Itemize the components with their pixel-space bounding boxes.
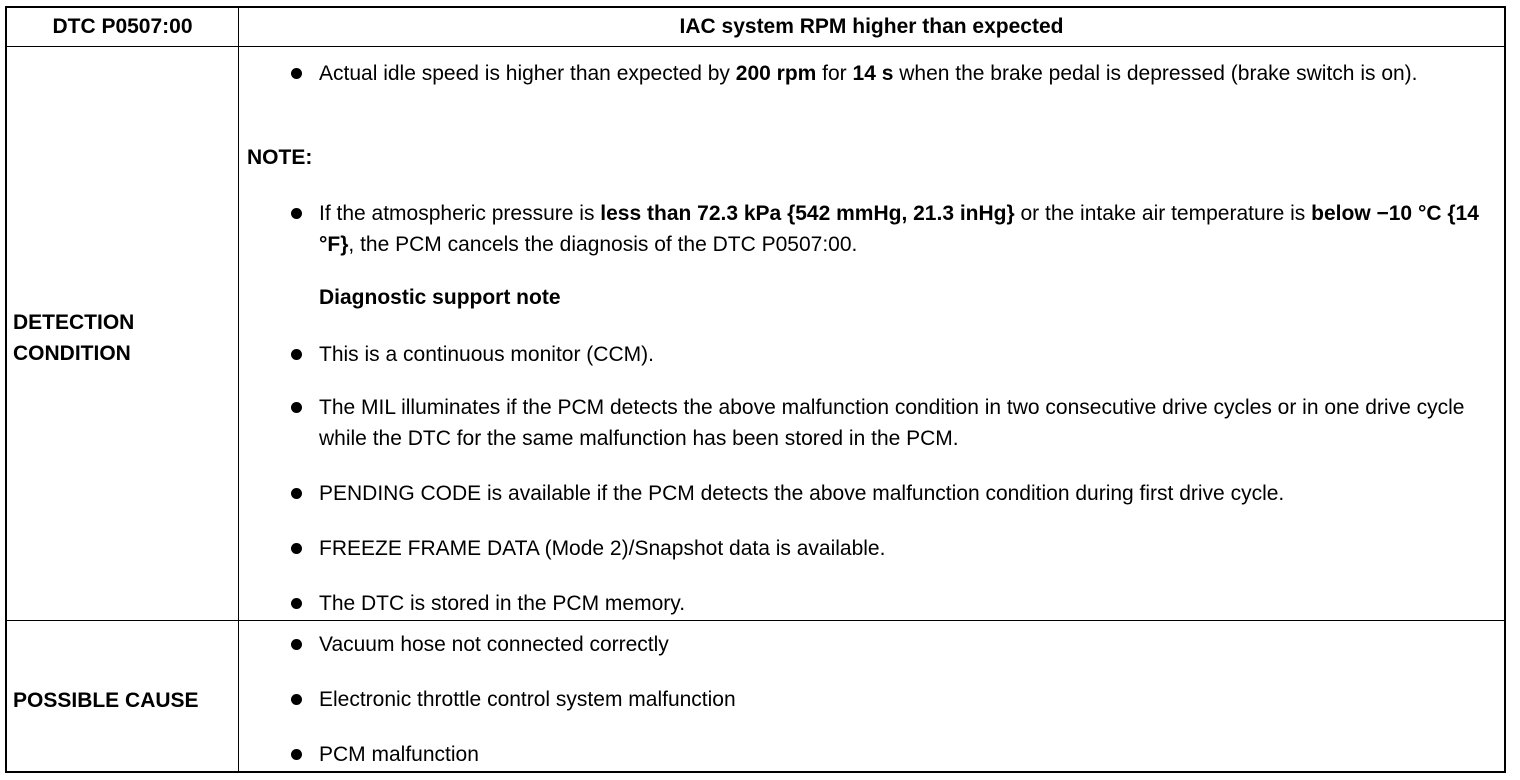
support-item-text: The DTC is stored in the PCM memory.: [319, 592, 686, 615]
bullet-icon: [291, 598, 302, 609]
bullet-icon: [291, 639, 302, 650]
support-item-text: This is a continuous monitor (CCM).: [319, 343, 654, 366]
text-run: If the atmospheric pressure is: [319, 202, 601, 225]
bullet-icon: [291, 694, 302, 705]
bullet-icon: [291, 349, 302, 360]
row-divider: [7, 620, 1504, 621]
text-run: when the brake pedal is depressed (brake switch is on).: [893, 62, 1418, 85]
bullet-icon: [291, 749, 302, 760]
column-divider: [238, 8, 239, 771]
text-run: , the PCM cancels the diagnosis of the DTC P0507:00.: [348, 233, 858, 256]
text-run: for: [816, 62, 853, 85]
pressure-threshold: less than 72.3 kPa {542 mmHg, 21.3 inHg}: [600, 202, 1015, 225]
threshold-rpm: 200 rpm: [735, 62, 817, 85]
detection-label-line1: DETECTION: [13, 311, 135, 334]
bullet-text: [319, 198, 1494, 260]
bullet-icon: [291, 488, 302, 499]
cause-item-text: Vacuum hose not connected correctly: [319, 633, 669, 656]
possible-cause-label: POSSIBLE CAUSE: [13, 689, 199, 712]
support-item: [274, 392, 1494, 454]
support-item-text: FREEZE FRAME DATA (Mode 2)/Snapshot data is available.: [319, 537, 886, 560]
detection-label-line2: CONDITION: [13, 342, 131, 365]
dtc-description-header: IAC system RPM higher than expected: [679, 15, 1064, 38]
note-heading: NOTE:: [247, 146, 313, 169]
detection-condition-label: [13, 307, 134, 369]
bullet-icon: [291, 208, 302, 219]
cause-item-text: PCM malfunction: [319, 743, 479, 766]
bullet-icon: [291, 402, 302, 413]
text-run: or the intake air temperature is: [1014, 202, 1312, 225]
bullet-text: [319, 58, 1494, 89]
dtc-code-header: DTC P0507:00: [52, 15, 193, 38]
bullet-icon: [291, 68, 302, 79]
temperature-threshold: below −10 °C {14 °F}: [319, 202, 1479, 256]
bullet-icon: [291, 543, 302, 554]
support-item-text: The MIL illuminates if the PCM detects the above malfunction condition in two consecutive drive cycles or in one drive cycle while the DTC for the same malfunction has been stored in the PCM.: [319, 396, 1465, 450]
support-item-text: PENDING CODE is available if the PCM detects the above malfunction condition during first drive cycle.: [319, 482, 1285, 505]
threshold-time: 14 s: [852, 62, 894, 85]
dtc-table: [5, 6, 1506, 773]
detection-bullet-idle-speed: [274, 58, 1494, 120]
header-divider: [7, 46, 1504, 47]
diagnostic-support-heading: Diagnostic support note: [319, 286, 561, 309]
note-bullet-cancel-conditions: [274, 198, 1494, 260]
cause-item-text: Electronic throttle control system malfunction: [319, 688, 736, 711]
text-run: Actual idle speed is higher than expected by: [319, 62, 736, 85]
